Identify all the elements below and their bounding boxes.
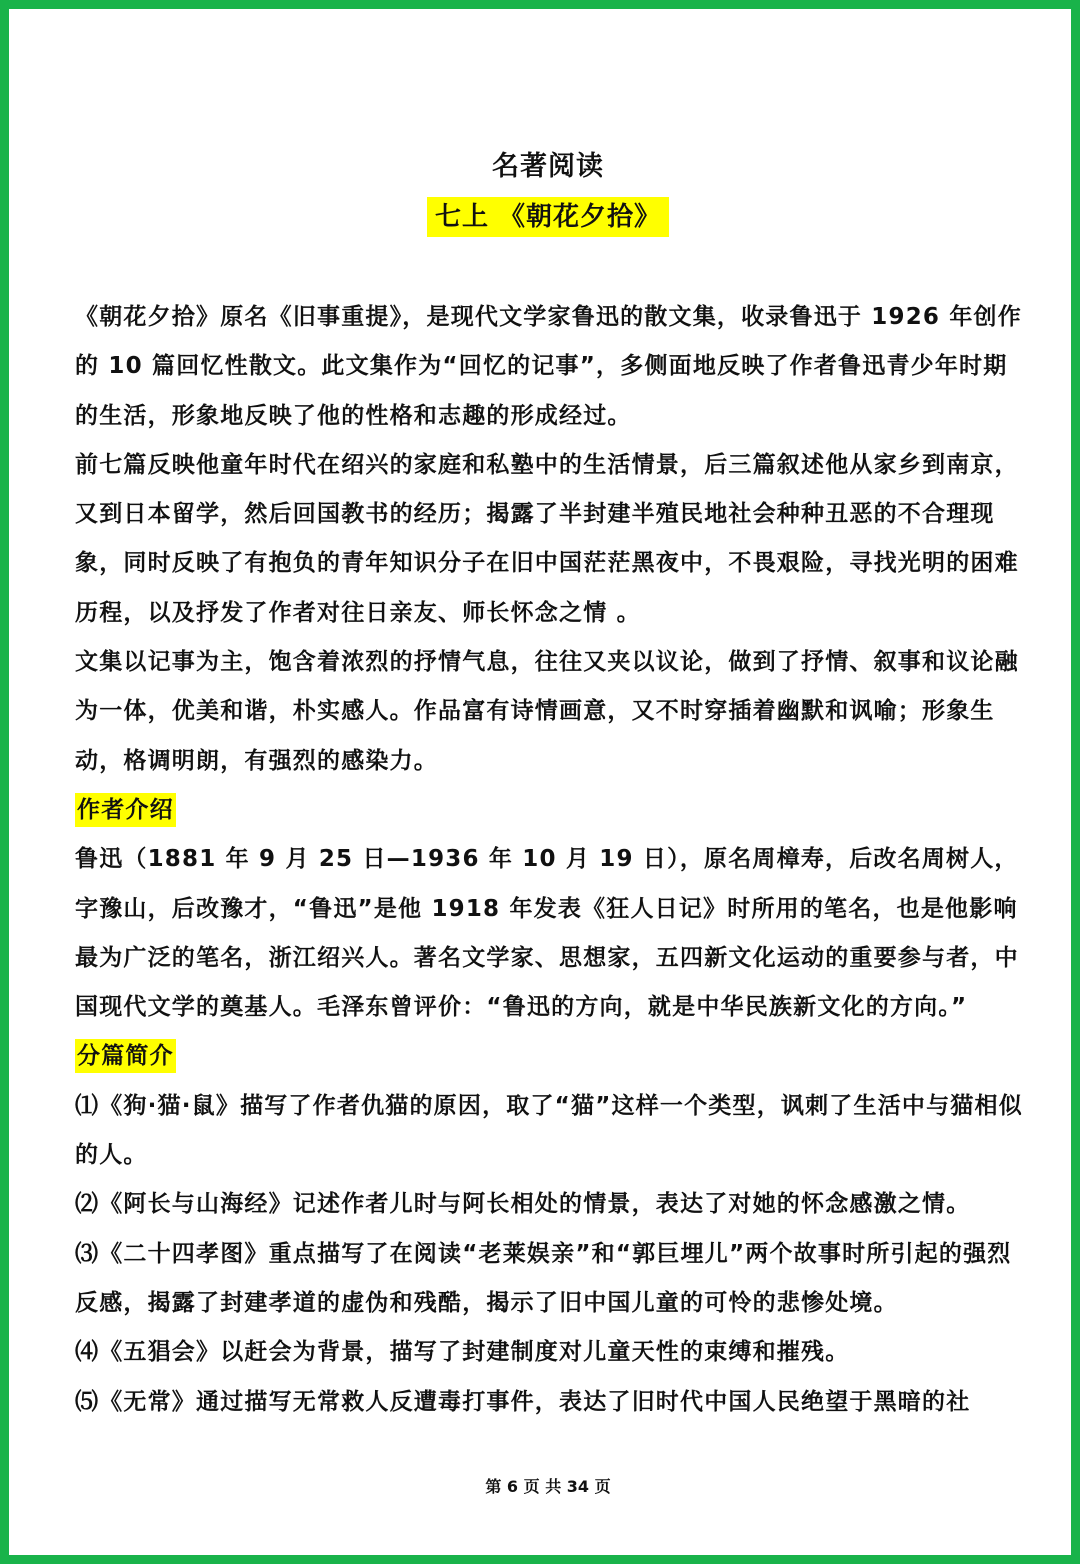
chapters-heading-line: [75, 1032, 1025, 1081]
author-heading: 作者介绍: [75, 793, 176, 827]
book-subtitle: 七上 《朝花夕拾》: [427, 197, 669, 237]
author-heading-line: [75, 786, 1025, 835]
chapters-heading: 分篇简介: [75, 1039, 176, 1073]
intro-paragraph-2: 前七篇反映他童年时代在绍兴的家庭和私塾中的生活情景，后三篇叙述他从家乡到南京，又到日本留学，然后回国教书的经历；揭露了半封建半殖民地社会种种丑恶的不合理现象，同时反映了有抱负的青年知识分子在旧中国茫茫黑夜中，不畏艰险，寻找光明的困难历程，以及抒发了作者对往日亲友、师长怀念之情 。: [75, 451, 1019, 626]
author-paragraph: 鲁迅（1881 年 9 月 25 日—1936 年 10 月 19 日），原名周樟寿，后改名周树人，字豫山，后改豫才，“鲁迅”是他 1918 年发表《狂人日记》时所用的笔名，也是他影响最为广泛的笔名，浙江绍兴人。著名文学家、思想家，五四新文化运动的重要参与者，中国现代文学的奠基人。毛泽东曾评价：“鲁迅的方向，就是中华民族新文化的方向。”: [75, 846, 1019, 1021]
page-title: 名著阅读: [492, 151, 604, 182]
chapter-item-3: ⑶《二十四孝图》重点描写了在阅读“老莱娱亲”和“郭巨埋儿”两个故事时所引起的强烈反感，揭露了封建孝道的虚伪和残酷，揭示了旧中国儿童的可怜的悲惨处境。: [75, 1240, 1012, 1316]
chapter-item-2: ⑵《阿长与山海经》记述作者儿时与阿长相处的情景，表达了对她的怀念感激之情。: [75, 1191, 971, 1218]
chapter-item-5: ⑸《无常》通过描写无常救人反遭毒打事件，表达了旧时代中国人民绝望于黑暗的社: [75, 1388, 971, 1415]
subtitle-wrapper: [75, 197, 1021, 237]
intro-paragraph-1: 《朝花夕拾》原名《旧事重提》，是现代文学家鲁迅的散文集，收录鲁迅于 1926 年创作的 10 篇回忆性散文。此文集作为“回忆的记事”，多侧面地反映了作者鲁迅青少年时期的生活，形象地反映了他的性格和志趣的形成经过。: [75, 304, 1022, 429]
page-footer: 第 6 页 共 34 页: [485, 1477, 611, 1496]
chapter-item-4: ⑷《五猖会》以赶会为背景，描写了封建制度对儿童天性的束缚和摧残。: [75, 1339, 850, 1366]
intro-paragraph-3: 文集以记事为主，饱含着浓烈的抒情气息，往往又夹以议论，做到了抒情、叙事和议论融为一体，优美和谐，朴实感人。作品富有诗情画意，又不时穿插着幽默和讽喻；形象生动，格调明朗，有强烈的感染力。: [75, 649, 1019, 774]
chapter-item-1: ⑴《狗·猫·鼠》描写了作者仇猫的原因，取了“猫”这样一个类型，讽刺了生活中与猫相似的人。: [75, 1092, 1023, 1169]
body-text: [75, 293, 1025, 1427]
